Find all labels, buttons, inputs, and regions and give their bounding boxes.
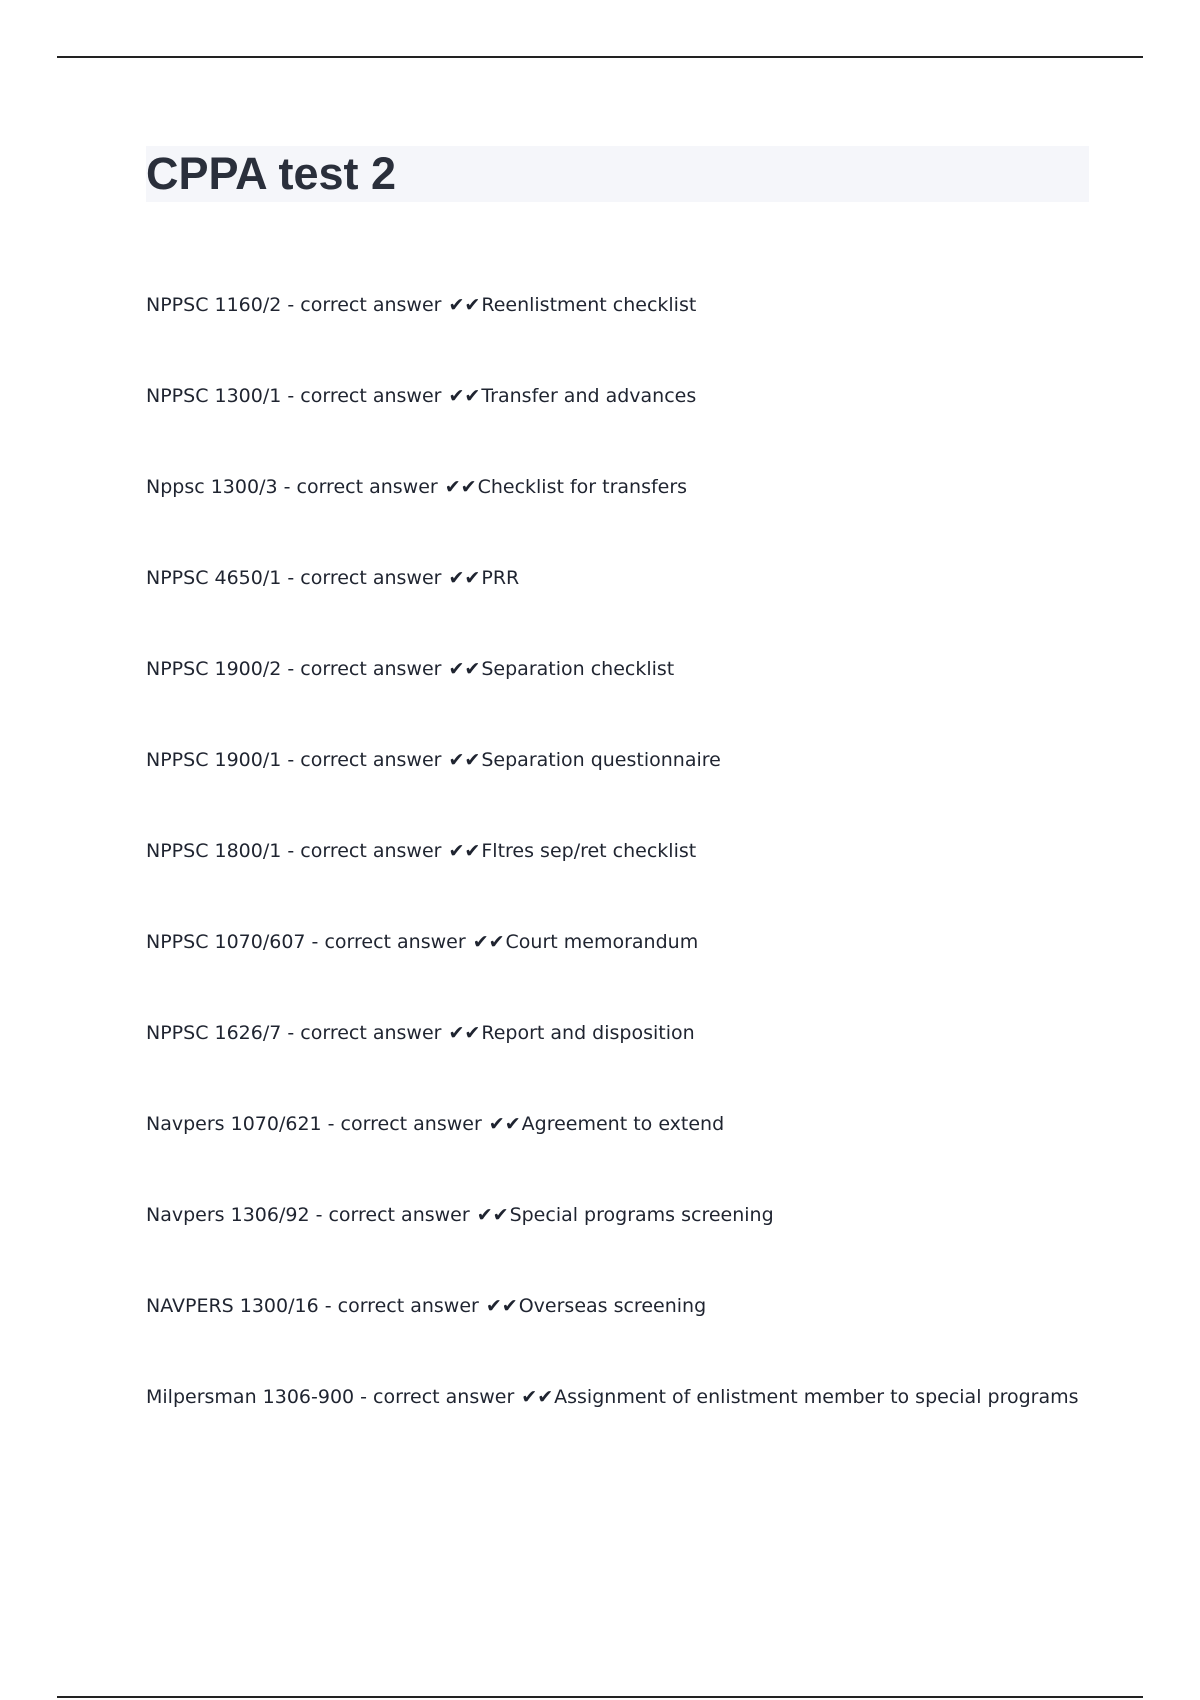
qa-item <box>146 1382 1146 1473</box>
qa-item <box>146 654 1146 745</box>
qa-answer: Separation checklist <box>481 658 675 680</box>
qa-item <box>146 1200 1146 1291</box>
qa-answer: Checklist for transfers <box>477 476 688 498</box>
qa-separator: - correct answer <box>281 385 448 407</box>
qa-item <box>146 1109 1146 1200</box>
top-rule <box>57 56 1143 58</box>
qa-question: NPPSC 1300/1 <box>146 385 282 407</box>
check-icon: ✔✔ <box>448 749 481 771</box>
qa-answer: Special programs screening <box>509 1204 774 1226</box>
qa-answer: Reenlistment checklist <box>481 294 697 316</box>
qa-item <box>146 745 1146 836</box>
qa-item <box>146 563 1146 654</box>
qa-question: NPPSC 4650/1 <box>146 567 282 589</box>
qa-separator: - correct answer <box>281 749 448 771</box>
qa-answer: Court memorandum <box>505 931 699 953</box>
qa-separator: - correct answer <box>318 1295 485 1317</box>
qa-item <box>146 1291 1146 1382</box>
check-icon: ✔✔ <box>488 1113 521 1135</box>
qa-question: NPPSC 1900/1 <box>146 749 282 771</box>
check-icon: ✔✔ <box>448 840 481 862</box>
qa-question: Milpersman 1306-900 <box>146 1386 355 1408</box>
qa-question: NPPSC 1626/7 <box>146 1022 282 1044</box>
check-icon: ✔✔ <box>448 385 481 407</box>
qa-item <box>146 927 1146 1018</box>
qa-answer: Report and disposition <box>481 1022 695 1044</box>
qa-item <box>146 836 1146 927</box>
qa-question: NPPSC 1070/607 <box>146 931 306 953</box>
check-icon: ✔✔ <box>485 1295 518 1317</box>
qa-answer: PRR <box>481 567 520 589</box>
qa-answer: Agreement to extend <box>521 1113 725 1135</box>
qa-separator: - correct answer <box>281 840 448 862</box>
qa-question: NPPSC 1800/1 <box>146 840 282 862</box>
qa-separator: - correct answer <box>277 476 444 498</box>
qa-separator: - correct answer <box>281 294 448 316</box>
qa-question: NPPSC 1160/2 <box>146 294 282 316</box>
page-title: CPPA test 2 <box>146 148 397 199</box>
check-icon: ✔✔ <box>521 1386 554 1408</box>
check-icon: ✔✔ <box>448 658 481 680</box>
check-icon: ✔✔ <box>444 476 477 498</box>
qa-answer: Transfer and advances <box>481 385 697 407</box>
qa-answer: Assignment of enlistment member to special programs <box>554 1386 1079 1408</box>
qa-item <box>146 472 1146 563</box>
qa-separator: - correct answer <box>305 931 472 953</box>
qa-separator: - correct answer <box>281 1022 448 1044</box>
check-icon: ✔✔ <box>448 294 481 316</box>
qa-separator: - correct answer <box>281 567 448 589</box>
qa-item <box>146 1018 1146 1109</box>
qa-separator: - correct answer <box>281 658 448 680</box>
qa-separator: - correct answer <box>309 1204 476 1226</box>
check-icon: ✔✔ <box>472 931 505 953</box>
qa-answer: Overseas screening <box>518 1295 707 1317</box>
check-icon: ✔✔ <box>448 567 481 589</box>
qa-list <box>146 290 1146 1473</box>
check-icon: ✔✔ <box>448 1022 481 1044</box>
qa-question: Navpers 1070/621 <box>146 1113 322 1135</box>
qa-answer: Separation questionnaire <box>481 749 721 771</box>
title-banner <box>146 146 1089 202</box>
qa-question: NAVPERS 1300/16 <box>146 1295 319 1317</box>
qa-answer: Fltres sep/ret checklist <box>481 840 697 862</box>
check-icon: ✔✔ <box>476 1204 509 1226</box>
qa-question: Navpers 1306/92 <box>146 1204 310 1226</box>
qa-item <box>146 381 1146 472</box>
qa-separator: - correct answer <box>354 1386 521 1408</box>
qa-item <box>146 290 1146 381</box>
qa-question: Nppsc 1300/3 <box>146 476 278 498</box>
qa-question: NPPSC 1900/2 <box>146 658 282 680</box>
qa-separator: - correct answer <box>321 1113 488 1135</box>
bottom-rule <box>57 1696 1143 1698</box>
